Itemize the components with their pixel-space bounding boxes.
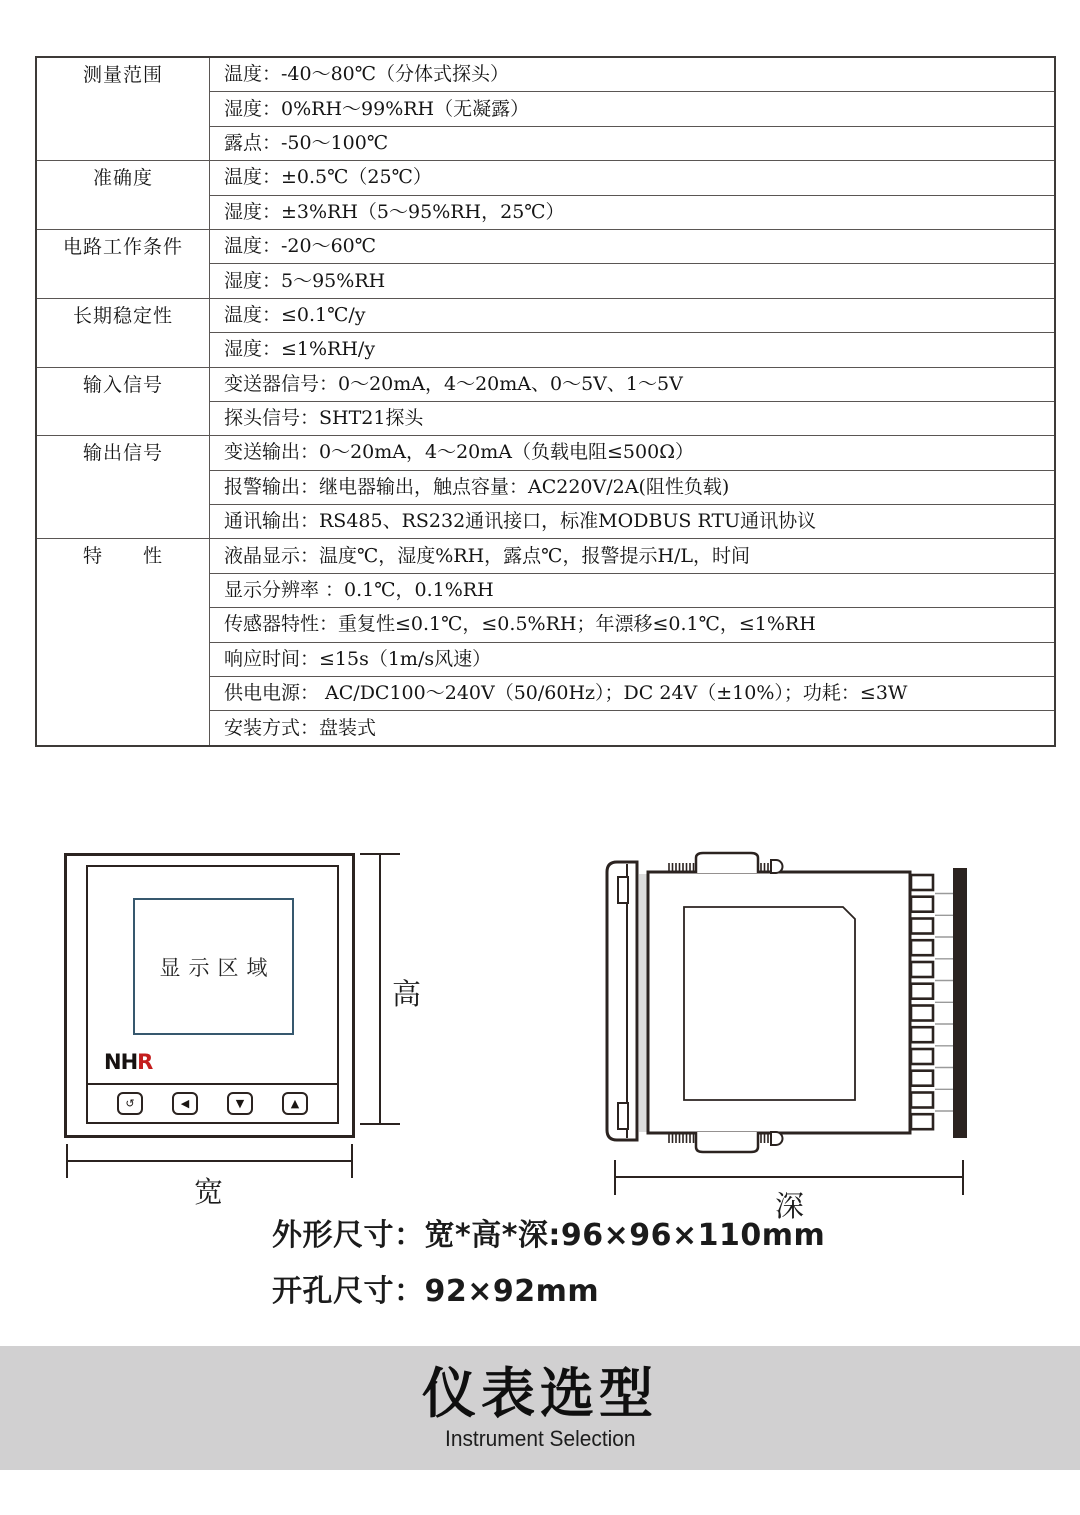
height-dim-line — [379, 854, 381, 1124]
banner-subtitle: Instrument Selection — [444, 1425, 636, 1451]
cutout-size-text: 开孔尺寸：92×92mm — [272, 1274, 600, 1309]
value-cell: 湿度：≤1%RH/y — [210, 333, 1056, 367]
body-inner-panel — [684, 907, 855, 1100]
table-row — [36, 229, 1055, 263]
down-triangle-icon: ▼ — [235, 1097, 245, 1110]
category-cell: 长期稳定性 — [36, 298, 210, 367]
category-cell: 电路工作条件 — [36, 229, 210, 298]
cycle-arrow-icon: ↺ — [125, 1097, 135, 1110]
table-row — [36, 539, 1055, 573]
front-view-drawing — [64, 853, 355, 1138]
table-row — [36, 367, 1055, 401]
bottom-screw-head — [771, 1132, 783, 1145]
cycle-button — [117, 1092, 143, 1115]
value-cell: 通讯输出：RS485、RS232通讯接口，标准MODBUS RTU通讯协议 — [210, 505, 1056, 539]
up-triangle-icon: ▲ — [290, 1097, 300, 1110]
section-banner — [0, 1346, 1080, 1470]
category-cell: 特 性 — [36, 539, 210, 746]
nhr-logo — [104, 1050, 152, 1074]
value-cell: 探头信号：SHT21探头 — [210, 401, 1056, 435]
side-view-drawing — [605, 845, 975, 1220]
left-triangle-icon: ◀ — [180, 1097, 190, 1110]
side-view-svg — [605, 845, 975, 1220]
bottom-screw-thread-right — [761, 1134, 768, 1143]
outer-size-text: 外形尺寸：宽*高*深:96×96×110mm — [272, 1218, 826, 1253]
down-button — [227, 1092, 253, 1115]
value-cell: 传感器特性：重复性≤0.1℃，≤0.5%RH；年漂移≤0.1℃，≤1%RH — [210, 608, 1056, 642]
value-cell: 响应时间：≤15s（1m/s风速） — [210, 642, 1056, 676]
banner-title: 仪表选型 — [422, 1362, 658, 1426]
width-dim-line — [66, 1160, 353, 1162]
logo-nh: NH — [104, 1050, 138, 1074]
value-cell: 安装方式：盘装式 — [210, 711, 1056, 746]
value-cell: 变送输出：0～20mA，4～20mA（负载电阻≤500Ω） — [210, 436, 1056, 470]
value-cell: 供电电源： AC/DC100～240V（50/60Hz）；DC 24V（±10%）；功耗：≤3W — [210, 677, 1056, 711]
table-row — [36, 436, 1055, 470]
display-area: 显示区域 — [133, 898, 294, 1035]
width-label: 宽 — [194, 1175, 224, 1209]
terminal-block — [911, 875, 933, 1129]
spec-table — [35, 56, 1056, 747]
width-dim-right-cap — [351, 1144, 353, 1178]
height-label: 高 — [392, 977, 422, 1011]
value-cell: 温度：-20～60℃ — [210, 229, 1056, 263]
value-cell: 湿度：±3%RH（5～95%RH，25℃） — [210, 195, 1056, 229]
height-dim-bottom-cap — [360, 1123, 400, 1125]
table-row — [36, 161, 1055, 195]
value-cell: 温度：-40～80℃（分体式探头） — [210, 57, 1056, 92]
value-cell: 露点：-50～100℃ — [210, 126, 1056, 160]
value-cell: 温度：±0.5℃（25℃） — [210, 161, 1056, 195]
up-button — [282, 1092, 308, 1115]
top-screw-head — [771, 860, 783, 873]
category-cell: 测量范围 — [36, 57, 210, 161]
depth-label: 深 — [775, 1189, 805, 1223]
button-strip — [88, 1083, 337, 1122]
terminal-rail — [953, 868, 967, 1138]
bezel-clip-bottom — [618, 1103, 628, 1129]
value-cell: 报警输出：继电器输出，触点容量：AC220V/2A(阻性负载) — [210, 470, 1056, 504]
bottom-bracket — [696, 1132, 758, 1152]
logo-r: R — [137, 1050, 153, 1074]
value-cell: 温度：≤0.1℃/y — [210, 298, 1056, 332]
table-row — [36, 298, 1055, 332]
left-button — [172, 1092, 198, 1115]
category-cell: 准确度 — [36, 161, 210, 230]
front-bezel — [86, 865, 339, 1124]
bottom-screw-thread-left — [669, 1134, 694, 1143]
value-cell: 湿度：0%RH～99%RH（无凝露） — [210, 92, 1056, 126]
terminal-separators — [935, 894, 953, 1112]
category-cell: 输入信号 — [36, 367, 210, 436]
category-cell: 输出信号 — [36, 436, 210, 539]
value-cell: 显示分辨率 ：0.1℃，0.1%RH — [210, 573, 1056, 607]
table-row — [36, 57, 1055, 92]
top-bracket — [696, 853, 758, 873]
bezel-clip-top — [618, 877, 628, 903]
value-cell: 变送器信号：0～20mA，4～20mA、0～5V、1～5V — [210, 367, 1056, 401]
value-cell: 液晶显示：温度℃，湿度%RH，露点℃，报警提示H/L，时间 — [210, 539, 1056, 573]
value-cell: 湿度：5～95%RH — [210, 264, 1056, 298]
